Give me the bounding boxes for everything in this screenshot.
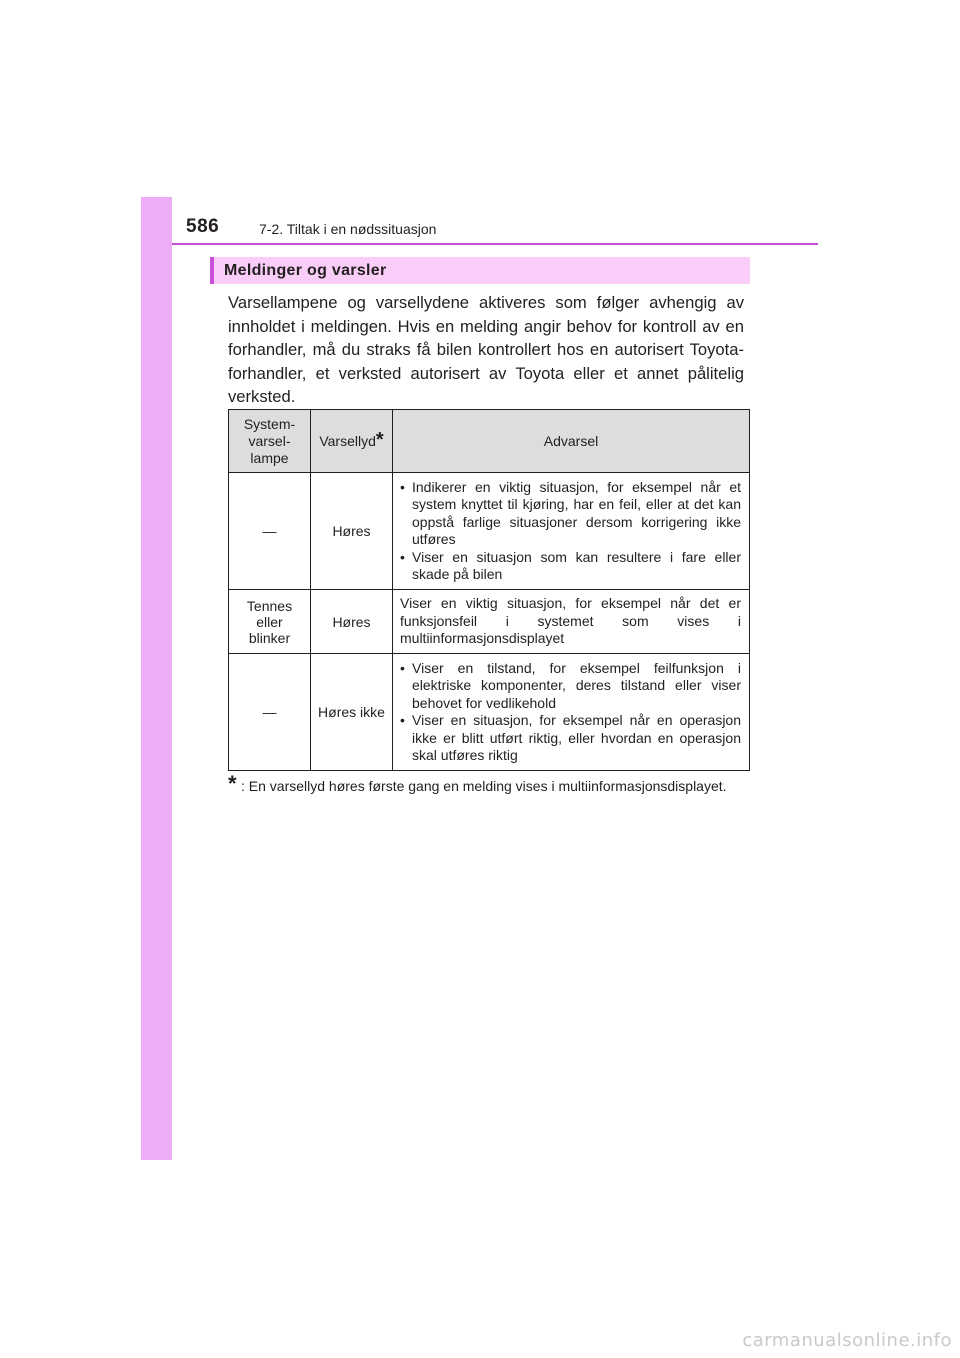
col-header-lamp: System-varsel-lampe [229,410,311,473]
warning-cell [393,473,750,590]
section-heading-bar [210,257,750,284]
table-row [229,654,750,771]
table-row [229,473,750,590]
header-divider [172,243,818,245]
lamp-cell: Tennes eller blinker [229,590,311,654]
sound-cell: Høres [311,473,393,590]
lamp-cell: — [229,473,311,590]
col-header-sound: Varsellyd* [311,410,393,473]
page-number: 586 [186,216,220,237]
watermark: carmanualsonline.info [742,1330,952,1351]
sound-cell: Høres [311,590,393,654]
warning-cell [393,654,750,771]
footnote [228,771,744,796]
list-item: • Viser en situasjon, for eksempel når en operasjon ikke er blitt utført riktig, eller hvordan en operasjon skal utføres riktig [400,712,741,765]
footnote-star: * [228,771,237,796]
table-row [229,590,750,654]
section-accent [210,257,214,284]
chapter-title: 7-2. Tiltak i en nødssituasjon [259,221,437,237]
footnote-star-marker: * [375,428,384,451]
list-item: • Viser en situasjon som kan resultere i fare eller skade på bilen [400,549,741,584]
list-item: • Indikerer en viktig situasjon, for eksempel når et system knyttet til kjøring, har en feil, eller at det kan oppstå farlige situasjoner dersom korrigering ikke utføres [400,479,741,549]
section-title: Meldinger og varsler [224,262,387,279]
intro-paragraph: Varsellampene og varsellydene aktiveres som følger avhengig av innholdet i meldingen. Hvis en melding angir behov for kontroll av en forhandler, må du straks få bilen kontrollert hos en autorisert Toyota-forhandler, et verksted autorisert av Toyota eller et annet pålitelig verksted. [228,293,744,407]
list-item: • Viser en tilstand, for eksempel feilfunksjon i elektriske komponenter, deres tilstand eller viser behovet for vedlikehold [400,660,741,713]
sound-cell: Høres ikke [311,654,393,771]
warning-cell: Viser en viktig situasjon, for eksempel når det er funksjonsfeil i systemet som vises i multiinformasjonsdisplayet [393,590,750,654]
col-header-warning: Advarsel [393,410,750,473]
warning-table [228,409,750,771]
lamp-cell: — [229,654,311,771]
footnote-text: : En varsellyd høres første gang en melding vises i multiinformasjonsdisplayet. [241,778,727,794]
side-tab-bar [141,197,172,1160]
